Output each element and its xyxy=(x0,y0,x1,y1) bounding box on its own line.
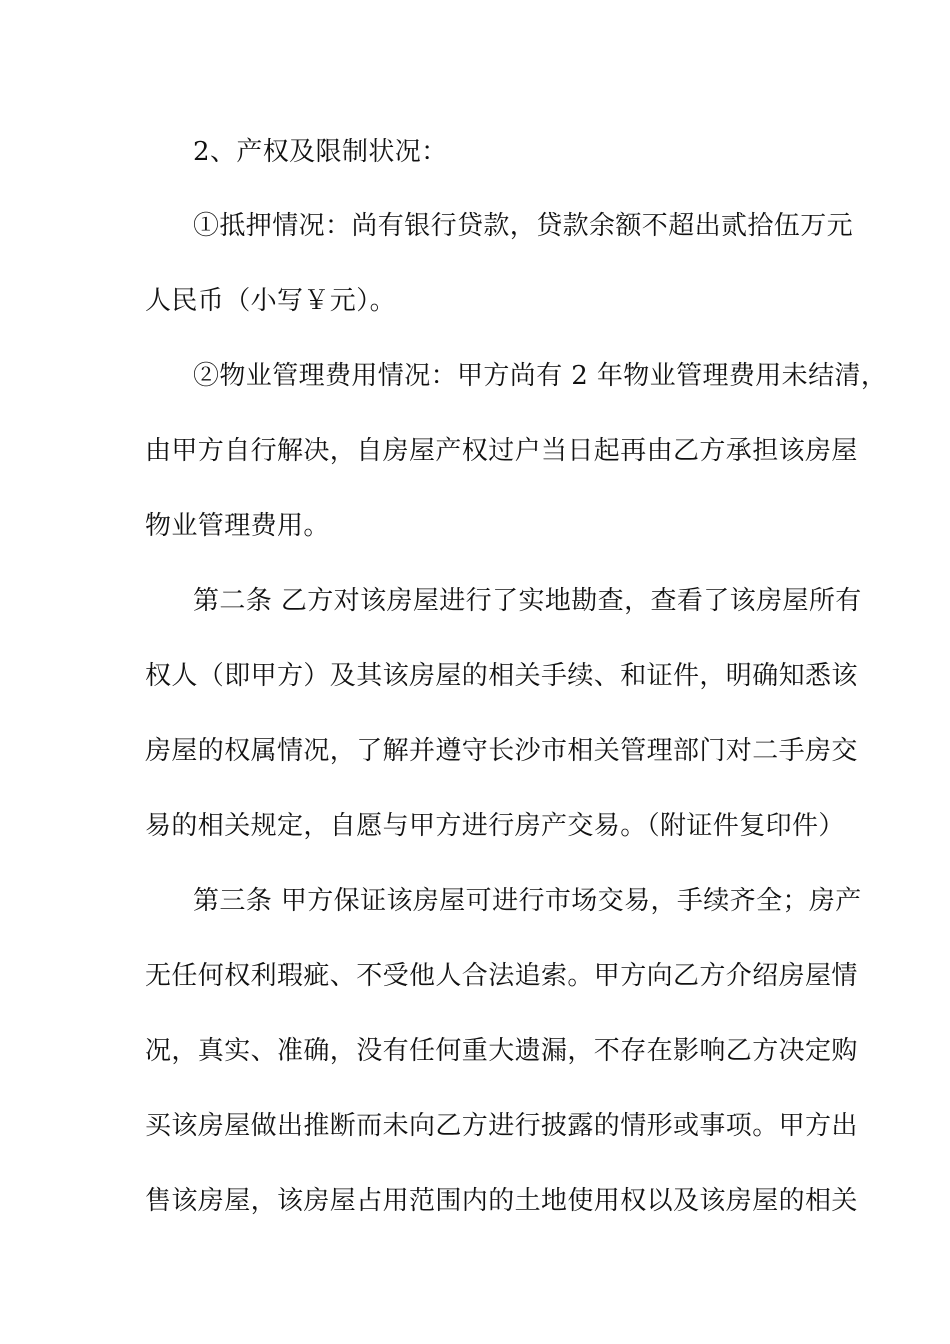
text-line: 物业管理费用。 xyxy=(145,511,330,541)
text-line: 权人（即甲方）及其该房屋的相关手续、和证件，明确知悉该 xyxy=(145,661,858,691)
text-line: 易的相关规定，自愿与甲方进行房产交易。（附证件复印件） xyxy=(145,811,845,841)
text-line: 2、产权及限制状况： xyxy=(193,137,448,167)
text-line: 由甲方自行解决，自房屋产权过户当日起再由乙方承担该房屋 xyxy=(145,436,858,466)
text-line: 无任何权利瑕疵、不受他人合法追索。甲方向乙方介绍房屋情 xyxy=(145,961,858,991)
text-line: 售该房屋，该房屋占用范围内的土地使用权以及该房屋的相关 xyxy=(145,1186,858,1216)
text-line: 第二条 乙方对该房屋进行了实地勘查，查看了该房屋所有 xyxy=(193,586,862,616)
text-line: 况，真实、准确，没有任何重大遗漏，不存在影响乙方决定购 xyxy=(145,1036,858,1066)
text-line: ①抵押情况：尚有银行贷款，贷款余额不超出贰拾伍万元 xyxy=(193,211,854,241)
text-line: 人民币（小写￥元）。 xyxy=(145,286,397,316)
text-line: ②物业管理费用情况：甲方尚有 2 年物业管理费用未结清， xyxy=(193,361,888,391)
text-line: 第三条 甲方保证该房屋可进行市场交易，手续齐全；房产 xyxy=(193,886,862,916)
text-line: 买该房屋做出推断而未向乙方进行披露的情形或事项。甲方出 xyxy=(145,1111,858,1141)
text-line: 房屋的权属情况，了解并遵守长沙市相关管理部门对二手房交 xyxy=(145,736,858,766)
